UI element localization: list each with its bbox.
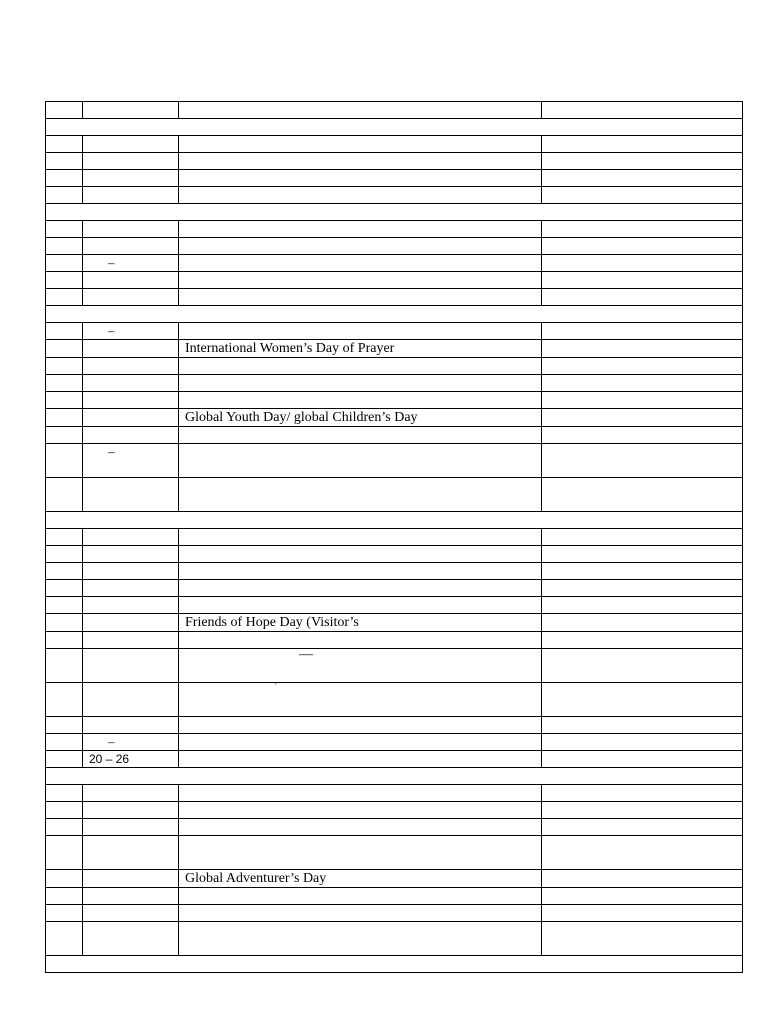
event-cell [179, 546, 542, 563]
event-cell [179, 136, 542, 153]
section-header-cell [46, 956, 743, 973]
notes-cell [542, 888, 743, 905]
date-text: – [108, 255, 115, 270]
row-number-cell [46, 392, 83, 409]
date-cell [83, 785, 179, 802]
notes-cell [542, 563, 743, 580]
date-cell [83, 136, 179, 153]
section-header-row [46, 768, 743, 785]
table-row [46, 444, 743, 478]
row-number-cell [46, 153, 83, 170]
event-cell [179, 238, 542, 255]
row-number-cell [46, 102, 83, 119]
table-row [46, 478, 743, 512]
row-number-cell [46, 802, 83, 819]
section-header-row [46, 204, 743, 221]
row-number-cell [46, 427, 83, 444]
notes-cell [542, 649, 743, 683]
table-row [46, 597, 743, 614]
table-row [46, 546, 743, 563]
table-row [46, 170, 743, 187]
notes-cell [542, 905, 743, 922]
table-row [46, 136, 743, 153]
notes-cell [542, 717, 743, 734]
event-cell [179, 444, 542, 478]
date-cell [83, 751, 179, 768]
date-cell [83, 563, 179, 580]
event-cell [179, 717, 542, 734]
date-cell [83, 272, 179, 289]
row-number-cell [46, 238, 83, 255]
table-row [46, 905, 743, 922]
date-cell [83, 375, 179, 392]
event-cell [179, 649, 542, 683]
event-cell [179, 922, 542, 956]
row-number-cell [46, 136, 83, 153]
event-cell [179, 870, 542, 888]
notes-cell [542, 323, 743, 340]
row-number-cell [46, 649, 83, 683]
section-header-cell [46, 768, 743, 785]
row-number-cell [46, 340, 83, 358]
date-cell [83, 734, 179, 751]
row-number-cell [46, 546, 83, 563]
date-cell [83, 238, 179, 255]
event-cell [179, 358, 542, 375]
row-number-cell [46, 717, 83, 734]
notes-cell [542, 751, 743, 768]
row-number-cell [46, 563, 83, 580]
event-cell [179, 478, 542, 512]
row-number-cell [46, 529, 83, 546]
notes-cell [542, 358, 743, 375]
section-header-row [46, 119, 743, 136]
row-number-cell [46, 358, 83, 375]
notes-cell [542, 922, 743, 956]
event-text: Friends of Hope Day (Visitor’s [185, 615, 359, 630]
notes-cell [542, 580, 743, 597]
notes-cell [542, 785, 743, 802]
table-row [46, 102, 743, 119]
event-cell [179, 187, 542, 204]
event-cell [179, 409, 542, 427]
event-cell [179, 888, 542, 905]
notes-cell [542, 427, 743, 444]
date-cell [83, 683, 179, 717]
event-text: Global Adventurer’s Day [185, 871, 327, 886]
notes-cell [542, 392, 743, 409]
date-cell [83, 478, 179, 512]
row-number-cell [46, 683, 83, 717]
notes-cell [542, 153, 743, 170]
row-number-cell [46, 255, 83, 272]
event-cell [179, 340, 542, 358]
date-cell [83, 922, 179, 956]
table-row [46, 187, 743, 204]
table-row [46, 563, 743, 580]
notes-cell [542, 614, 743, 632]
calendar-table [45, 101, 743, 973]
table-row [46, 870, 743, 888]
notes-cell [542, 272, 743, 289]
event-cell [179, 427, 542, 444]
date-cell [83, 444, 179, 478]
event-cell [179, 614, 542, 632]
row-number-cell [46, 819, 83, 836]
table-row [46, 375, 743, 392]
table-row [46, 785, 743, 802]
row-number-cell [46, 478, 83, 512]
date-cell [83, 580, 179, 597]
notes-cell [542, 632, 743, 649]
event-cell [179, 836, 542, 870]
notes-cell [542, 597, 743, 614]
notes-cell [542, 102, 743, 119]
date-cell [83, 649, 179, 683]
date-text: – [108, 444, 115, 459]
event-cell [179, 375, 542, 392]
event-cell [179, 905, 542, 922]
table-row [46, 340, 743, 358]
section-header-row [46, 956, 743, 973]
table-row [46, 153, 743, 170]
event-cell [179, 632, 542, 649]
event-cell [179, 153, 542, 170]
row-number-cell [46, 785, 83, 802]
table-row [46, 802, 743, 819]
table-row [46, 580, 743, 597]
table-row [46, 409, 743, 427]
event-fragment: — [299, 647, 313, 662]
date-cell [83, 289, 179, 306]
date-cell [83, 819, 179, 836]
date-cell [83, 170, 179, 187]
section-header-row [46, 512, 743, 529]
table-row [46, 392, 743, 409]
row-number-cell [46, 614, 83, 632]
row-number-cell [46, 272, 83, 289]
table-row [46, 717, 743, 734]
event-cell [179, 580, 542, 597]
event-cell [179, 255, 542, 272]
notes-cell [542, 340, 743, 358]
date-text: – [108, 323, 115, 338]
notes-cell [542, 238, 743, 255]
event-cell [179, 529, 542, 546]
table-row [46, 632, 743, 649]
date-cell [83, 392, 179, 409]
table-row [46, 358, 743, 375]
notes-cell [542, 546, 743, 563]
notes-cell [542, 444, 743, 478]
date-cell [83, 836, 179, 870]
row-number-cell [46, 888, 83, 905]
row-number-cell [46, 323, 83, 340]
row-number-cell [46, 632, 83, 649]
section-header-cell [46, 204, 743, 221]
date-cell [83, 358, 179, 375]
row-number-cell [46, 289, 83, 306]
date-cell [83, 221, 179, 238]
notes-cell [542, 683, 743, 717]
date-cell [83, 905, 179, 922]
date-cell [83, 153, 179, 170]
date-cell [83, 323, 179, 340]
notes-cell [542, 221, 743, 238]
table-row [46, 427, 743, 444]
row-number-cell [46, 375, 83, 392]
event-cell [179, 751, 542, 768]
table-row [46, 614, 743, 632]
section-header-row [46, 306, 743, 323]
date-cell [83, 427, 179, 444]
table-row [46, 836, 743, 870]
row-number-cell [46, 444, 83, 478]
notes-cell [542, 529, 743, 546]
table-row [46, 238, 743, 255]
notes-cell [542, 255, 743, 272]
table-row [46, 888, 743, 905]
row-number-cell [46, 836, 83, 870]
notes-cell [542, 187, 743, 204]
table-row [46, 649, 743, 683]
date-cell [83, 632, 179, 649]
date-text: 20 – 26 [89, 752, 130, 766]
event-cell [179, 819, 542, 836]
row-number-cell [46, 905, 83, 922]
date-text: – [108, 734, 115, 749]
notes-cell [542, 802, 743, 819]
event-cell [179, 102, 542, 119]
date-cell [83, 802, 179, 819]
row-number-cell [46, 187, 83, 204]
date-cell [83, 888, 179, 905]
row-number-cell [46, 409, 83, 427]
row-number-cell [46, 170, 83, 187]
event-cell [179, 272, 542, 289]
table-row [46, 221, 743, 238]
notes-cell [542, 409, 743, 427]
row-number-cell [46, 597, 83, 614]
notes-cell [542, 836, 743, 870]
date-cell [83, 409, 179, 427]
date-cell [83, 340, 179, 358]
date-cell [83, 597, 179, 614]
table-row [46, 323, 743, 340]
notes-cell [542, 478, 743, 512]
row-number-cell [46, 221, 83, 238]
event-cell [179, 323, 542, 340]
event-cell [179, 170, 542, 187]
table-row [46, 289, 743, 306]
section-header-cell [46, 306, 743, 323]
table-row [46, 922, 743, 956]
notes-cell [542, 136, 743, 153]
notes-cell [542, 870, 743, 888]
event-cell [179, 563, 542, 580]
notes-cell [542, 170, 743, 187]
event-text: Global Youth Day/ global Children’s Day [185, 410, 418, 425]
date-cell [83, 870, 179, 888]
date-cell [83, 546, 179, 563]
row-number-cell [46, 922, 83, 956]
table-row [46, 751, 743, 768]
table-row [46, 734, 743, 751]
row-number-cell [46, 870, 83, 888]
event-cell [179, 597, 542, 614]
date-cell [83, 187, 179, 204]
table-row [46, 272, 743, 289]
event-cell [179, 392, 542, 409]
event-fragment: ’ [274, 681, 278, 692]
notes-cell [542, 734, 743, 751]
table-row [46, 255, 743, 272]
event-cell [179, 802, 542, 819]
event-cell [179, 683, 542, 717]
calendar-body [46, 102, 743, 973]
notes-cell [542, 375, 743, 392]
notes-cell [542, 819, 743, 836]
date-cell [83, 717, 179, 734]
row-number-cell [46, 734, 83, 751]
date-cell [83, 255, 179, 272]
date-cell [83, 614, 179, 632]
notes-cell [542, 289, 743, 306]
table-row [46, 683, 743, 717]
table-row [46, 529, 743, 546]
event-cell [179, 289, 542, 306]
event-cell [179, 734, 542, 751]
row-number-cell [46, 751, 83, 768]
section-header-cell [46, 512, 743, 529]
section-header-cell [46, 119, 743, 136]
row-number-cell [46, 580, 83, 597]
event-cell [179, 221, 542, 238]
table-row [46, 819, 743, 836]
date-cell [83, 102, 179, 119]
event-cell [179, 785, 542, 802]
event-text: International Women’s Day of Prayer [185, 341, 395, 356]
date-cell [83, 529, 179, 546]
